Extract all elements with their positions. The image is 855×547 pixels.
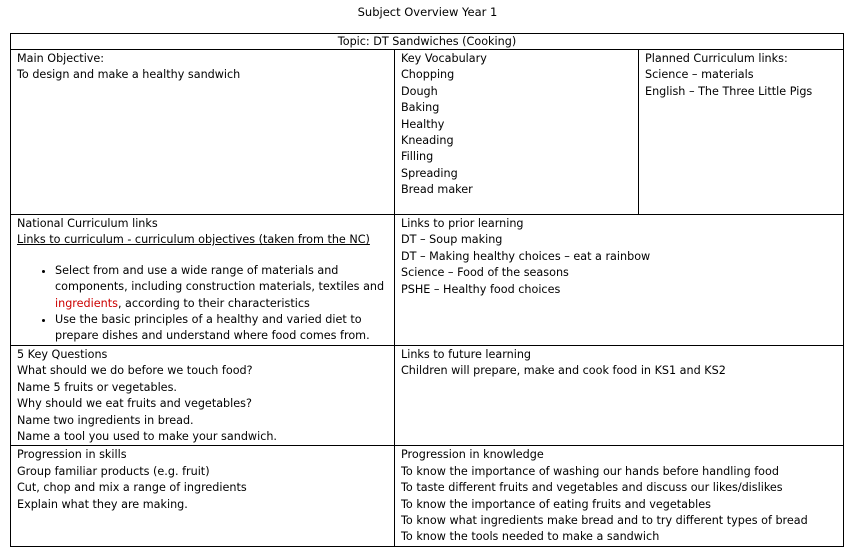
key-vocabulary-heading: Key Vocabulary bbox=[401, 52, 487, 65]
curriculum-link-item: English – The Three Little Pigs bbox=[645, 84, 813, 98]
knowledge-item: To taste different fruits and vegetables and discuss our likes/dislikes bbox=[401, 481, 783, 495]
skill-item: Explain what they are making. bbox=[17, 497, 188, 511]
skills-heading: Progression in skills bbox=[17, 448, 127, 462]
overview-table bbox=[10, 33, 844, 547]
future-learning-text: Children will prepare, make and cook food in KS1 and KS2 bbox=[401, 364, 726, 378]
knowledge-item: To know the importance of washing our hands before handling food bbox=[401, 464, 779, 478]
main-objective-cell bbox=[11, 50, 395, 215]
vocab-word: Dough bbox=[401, 84, 438, 98]
topic-cell: Topic: DT Sandwiches (Cooking) bbox=[11, 34, 844, 50]
key-question: Name 5 fruits or vegetables. bbox=[17, 380, 177, 394]
national-curriculum-subheading: Links to curriculum - curriculum objectives (taken from the NC) bbox=[17, 233, 370, 247]
row-national-curriculum bbox=[11, 215, 844, 346]
curriculum-objective-item bbox=[55, 263, 388, 312]
key-question: Name two ingredients in bread. bbox=[17, 413, 194, 427]
key-vocabulary-cell bbox=[395, 50, 639, 215]
row-progression bbox=[11, 446, 844, 546]
objective-highlight: ingredients bbox=[55, 296, 118, 310]
prior-learning-item: DT – Making healthy choices – eat a rainbow bbox=[401, 249, 651, 263]
vocab-word: Baking bbox=[401, 101, 440, 115]
page-title: Subject Overview Year 1 bbox=[357, 5, 498, 19]
curriculum-objectives-list bbox=[17, 263, 388, 345]
key-questions-cell bbox=[11, 346, 395, 446]
prior-learning-item: PSHE – Healthy food choices bbox=[401, 282, 561, 296]
row-objective bbox=[11, 50, 844, 215]
knowledge-item: To know what ingredients make bread and to try different types of bread bbox=[401, 514, 808, 528]
vocab-word: Spreading bbox=[401, 166, 458, 180]
objective-text: Select from and use a wide range of materials and components, including construction materials, textiles and bbox=[55, 263, 385, 294]
national-curriculum-cell bbox=[11, 215, 395, 346]
future-learning-cell bbox=[395, 346, 844, 446]
skill-item: Group familiar products (e.g. fruit) bbox=[17, 464, 210, 478]
knowledge-heading: Progression in knowledge bbox=[401, 448, 544, 462]
main-objective-text: To design and make a healthy sandwich bbox=[17, 68, 241, 82]
knowledge-cell bbox=[395, 446, 844, 546]
vocab-word: Chopping bbox=[401, 68, 455, 82]
objective-text: , according to their characteristics bbox=[117, 296, 310, 310]
key-question: Why should we eat fruits and vegetables? bbox=[17, 397, 252, 411]
row-questions bbox=[11, 346, 844, 446]
vocab-word: Bread maker bbox=[401, 183, 473, 197]
curriculum-objective-item: • Use the basic principles of a healthy and varied diet to prepare dishes and understand where food comes from. bbox=[55, 312, 388, 345]
vocab-word: Healthy bbox=[401, 117, 445, 131]
key-question: Name a tool you used to make your sandwich. bbox=[17, 430, 277, 444]
prior-learning-item: Science – Food of the seasons bbox=[401, 266, 569, 280]
vocab-word: Filling bbox=[401, 150, 434, 164]
vocab-word: Kneading bbox=[401, 134, 454, 148]
skill-item: Cut, chop and mix a range of ingredients bbox=[17, 481, 247, 495]
knowledge-item: To know the tools needed to make a sandwich bbox=[401, 530, 660, 544]
curriculum-links-cell bbox=[639, 50, 844, 215]
national-curriculum-heading: National Curriculum links bbox=[17, 217, 158, 230]
knowledge-item: To know the importance of eating fruits and vegetables bbox=[401, 497, 711, 511]
curriculum-link-item: Science – materials bbox=[645, 68, 754, 82]
key-question: What should we do before we touch food? bbox=[17, 364, 253, 378]
main-objective-heading: Main Objective: bbox=[17, 52, 105, 65]
skills-cell bbox=[11, 446, 395, 546]
prior-learning-item: DT – Soup making bbox=[401, 233, 503, 247]
prior-learning-heading: Links to prior learning bbox=[401, 217, 524, 230]
prior-learning-cell bbox=[395, 215, 844, 346]
topic-row bbox=[11, 34, 844, 50]
key-questions-heading: 5 Key Questions bbox=[17, 348, 108, 361]
future-learning-heading: Links to future learning bbox=[401, 348, 532, 361]
curriculum-links-heading: Planned Curriculum links: bbox=[645, 52, 788, 65]
